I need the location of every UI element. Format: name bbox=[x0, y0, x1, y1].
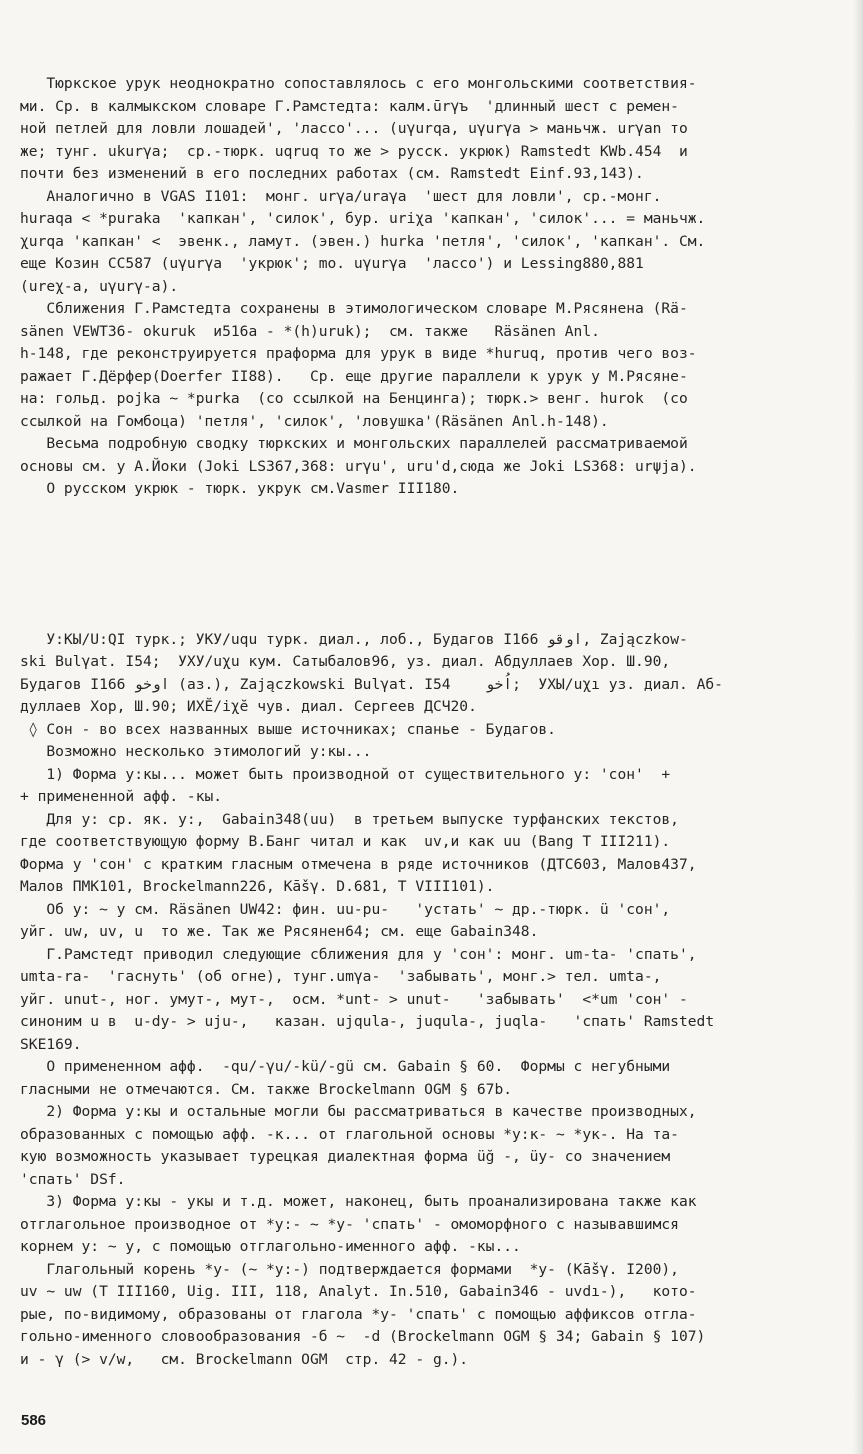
text-line: sänen VEWT36- okuruk и516a - *(h)uruk); см. также Räsänen Anl. bbox=[20, 322, 600, 340]
text-line: uv ~ uw (T III160, Uig. III, 118, Analyt. In.510, Gabain346 - uvdı-), кото- bbox=[20, 1283, 697, 1300]
text-line: уйг. uw, uv, u то же. Так же Рясянен64; см. еще Gabain348. bbox=[20, 923, 539, 940]
text-line: уйг. unut-, ног. умут-, мут-, осм. *unt- > unut- 'забывать' <*um 'сон' - bbox=[20, 990, 688, 1008]
text-line: Глагольный корень *у- (~ *у:-) подтверждается формами *у- (Kāšγ. I200), bbox=[20, 1260, 679, 1278]
text-line: 1) Форма у:кы... может быть производной от существительного у: 'сон' + bbox=[20, 765, 671, 783]
text-line: ной петлей для ловли лошадей', 'лассо'... (uγurqa, uγurγa > маньчж. urγan то bbox=[20, 120, 688, 137]
text-line: SKE169. bbox=[20, 1035, 82, 1053]
page-number: 586 bbox=[21, 1412, 47, 1429]
text-line: еще Козин СС587 (uγurγa 'укрюк'; mo. uγurγa 'лассо') и Lessing880,881 bbox=[20, 255, 644, 272]
text-line: ражает Г.Дёрфер(Doerfer II88). Ср. еще другие параллели к урук у М.Рясяне- bbox=[20, 367, 688, 385]
text-line: кую возможность указывает турецкая диалектная форма üğ -, üy- со значением bbox=[20, 1148, 671, 1165]
text-line: основы см. у А.Йоки (Joki LS367,368: urγu', uru'd,сюда же Joki LS368: urψja). bbox=[20, 457, 697, 475]
text-line: ski Bulγat. I54; УХУ/uχu кум. Сатыбалов96, уз. диал. Абдуллаев Хор. Ш.90, bbox=[20, 653, 671, 670]
text-line: ссылкой на Гомбоца) 'петля', 'силок', 'ловушка'(Räsänen Anl.h-148). bbox=[20, 412, 609, 430]
text-line: рые, по-видимому, образованы от глагола *у- 'спать' с помощью аффиксов отгла- bbox=[20, 1305, 697, 1323]
entry-u-ky-sleep bbox=[20, 629, 840, 1372]
text-line: (ureχ-a, uγurγ-a). bbox=[20, 277, 179, 295]
text-line: Для у: ср. як. у:, Gabain348(uu) в третьем выпуске турфанских текстов, bbox=[20, 810, 679, 828]
text-line: umta-ra- 'гаснуть' (об огне), тунг.umγa- 'забывать', монг.> тел. umta-, bbox=[20, 968, 662, 985]
text-line: Весьма подробную сводку тюркских и монгольских параллелей рассматриваемой bbox=[20, 435, 688, 452]
text-line: Г.Рамстедт приводил следующие сближения для у 'сон': монг. um-ta- 'спать', bbox=[20, 945, 697, 963]
section-gap bbox=[20, 546, 840, 584]
text-line: Будагов I166 اوخو (аз.), Zajączkowski Bulγat. I54 اُخو; УХЫ/uχı уз. диал. Аб- bbox=[20, 675, 723, 693]
text-line: Аналогично в VGAS I101: монг. urγa/uraγa 'шест для ловли', ср.-монг. bbox=[20, 187, 662, 205]
text-line: У:КЫ/U:QI турк.; УКУ/uqu турк. диал., лоб., Будагов I166 اوقو, Zajączkow- bbox=[20, 630, 688, 648]
text-line: ◊ Сон - во всех названных выше источниках; спанье - Будагов. bbox=[20, 720, 556, 738]
text-line: почти без изменений в его последних работах (см. Ramstedt Einf.93,143). bbox=[20, 165, 644, 182]
text-line: 'спать' DSf. bbox=[20, 1170, 126, 1188]
text-line: на: гольд. pojka ~ *purka (со ссылкой на Бенцинга); тюрк.> венг. hurok (со bbox=[20, 390, 688, 407]
text-line: гласными не отмечаются. См. также Brockelmann OGM § 67b. bbox=[20, 1080, 513, 1098]
text-line: Форма у 'сон' с кратким гласным отмечена в ряде источников (ДТС603, Малов437, bbox=[20, 855, 697, 873]
scan-edge-shadow bbox=[853, 0, 863, 1454]
text-line: Малов ПМК101, Brockelmann226, Kāšγ. D.681, T VIII101). bbox=[20, 878, 495, 895]
text-line: синоним u в u-dy- > uju-, казан. ujqula-, juqula-, juqla- 'спать' Ramstedt bbox=[20, 1013, 715, 1030]
text-line: Тюркское урук неоднократно сопоставлялось с его монгольскими соответствия- bbox=[20, 75, 697, 92]
text-line: где соответствующую форму В.Банг читал и как uv,и как uu (Bang T III211). bbox=[20, 833, 671, 850]
text-line: + примененной афф. -кы. bbox=[20, 788, 223, 805]
text-line: О русском укрюк - тюрк. укрук см.Vasmer III180. bbox=[20, 480, 460, 497]
text-line: же; тунг. ukurγa; ср.-тюрк. uqruq то же > русск. укрюк) Ramstedt KWb.454 и bbox=[20, 142, 688, 160]
text-line: χurqa 'капкан' < эвенк., ламут. (эвен.) hurka 'петля', 'силок', 'капкан'. См. bbox=[20, 232, 706, 250]
text-line: гольно-именного словообразования -б ~ -d (Brockelmann OGM § 34; Gabain § 107) bbox=[20, 1328, 706, 1345]
text-line: Об у: ~ у см. Räsänen UW42: фин. uu-pu- 'устать' ~ др.-тюрк. ü 'сон', bbox=[20, 900, 671, 918]
text-line: 2) Форма у:кы и остальные могли бы рассматриваться в качестве производных, bbox=[20, 1103, 697, 1120]
text-line: О примененном афф. -qu/-γu/-kü/-gü см. Gabain § 60. Формы с негубными bbox=[20, 1058, 671, 1075]
text-line: корнем у: ~ у, с помощью отглагольно-именного афф. -кы... bbox=[20, 1238, 521, 1255]
text-line: huraqa < *puraka 'капкан', 'силок', бур. uriχa 'капкан', 'силок'... = маньчж. bbox=[20, 210, 706, 227]
text-line: Возможно несколько этимологий у:кы... bbox=[20, 743, 372, 760]
text-line: и - γ (> v/w, см. Brockelmann OGM стр. 42 - g.). bbox=[20, 1350, 469, 1368]
page-body bbox=[20, 28, 840, 1416]
text-line: отглагольное производное от *у:- ~ *у- 'спать' - омоморфного с называвшимся bbox=[20, 1215, 679, 1233]
text-line: образованных с помощью афф. -к... от глагольной основы *у:к- ~ *ук-. На та- bbox=[20, 1125, 679, 1143]
text-line: Сближения Г.Рамстедта сохранены в этимологическом словаре М.Рясянена (Rä- bbox=[20, 300, 688, 317]
text-line: ми. Ср. в калмыкском словаре Г.Рамстедта: калм.ūrγъ 'длинный шест с ремен- bbox=[20, 97, 679, 115]
text-line: h-148, где реконструируется праформа для урук в виде *huruq, против чего воз- bbox=[20, 345, 697, 362]
text-line: 3) Форма у:кы - укы и т.д. может, наконец, быть проанализирована также как bbox=[20, 1193, 697, 1210]
text-line: дуллаев Хор, Ш.90; ИХĔ/iχĕ чув. диал. Сергеев ДСЧ20. bbox=[20, 698, 477, 715]
entry-urjuk-discussion bbox=[20, 73, 840, 501]
